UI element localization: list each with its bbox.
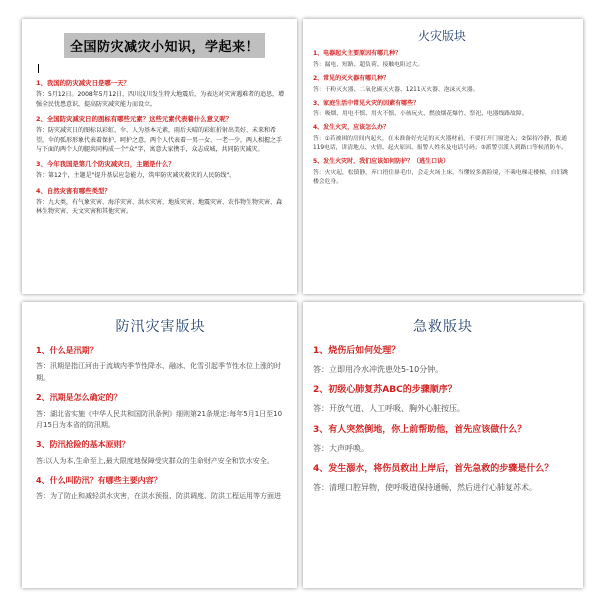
question: 2、常见的灭火器有哪几种？ [313, 74, 390, 82]
question: 4、什么叫防汛？有哪些主要内容？ [36, 475, 162, 485]
page-disaster-knowledge [22, 19, 297, 294]
answer: 答：汛期是指江河由于流域内季节性降水、融冰、化雪引起季节性水位上涨的时期。 [36, 362, 281, 383]
qa-item [313, 464, 573, 494]
qa-item [36, 346, 285, 385]
answer: 答：湖北省实施《中华人民共和国防汛条例》细则第21条规定:每年5月1日至10月15日为本省的防汛期。 [36, 409, 283, 430]
qa-item [36, 393, 285, 432]
answer: 答：清理口腔异物，使呼吸道保持通畅，然后进行心肺复苏术。 [313, 483, 537, 493]
answer: 答：九大类，有气象灾害、海洋灾害、洪水灾害、地质灾害、地震灾害、农作物生物灾害、森林生物灾害、天文灾害和其他灾害。 [36, 199, 283, 216]
qa-item [36, 79, 287, 109]
qa-item [313, 158, 571, 187]
question: 1、什么是汛期？ [36, 346, 98, 355]
text-cursor [38, 64, 39, 73]
answer: 答：漏电、短路、超负荷、接触电阻过大。 [313, 61, 424, 68]
page-title: 全国防灾减灾小知识，学起来！ [64, 33, 265, 58]
answer: 答：为了防止和减轻洪水灾害，在洪水预报、防洪调度、防洪工程运用等方面进 [36, 492, 281, 501]
page-fire-section [303, 19, 583, 294]
section-title: 火灾版块 [417, 29, 466, 43]
question: 2、全国防灾减灾日的图标有哪些元素？这些元素代表着什么意义呢？ [36, 114, 233, 123]
question: 3、防汛抢险的基本原则？ [36, 440, 130, 450]
question: 2、汛期是怎么确定的？ [36, 393, 122, 403]
qa-item [313, 75, 571, 95]
answer: 答：大声呼唤。 [313, 443, 369, 453]
answer: 答：开放气道、人工呼吸、胸外心脏按压。 [313, 404, 465, 414]
answer: 答：①若被困的房间内起火，在未准备好充足的灭火器材前，不要打开门窗进入；②保持冷静，拨通119电话，讲清地点、火情、起火原因、报警人姓名及电话号码；③派警引派人到路口等候消防车。 [313, 136, 567, 152]
qa-item [313, 425, 573, 455]
qa-item [313, 346, 573, 376]
answer: 答：5月12日。2008年5月12日，四川汶川发生特大地震后，为表达对灾害遇难者的追思，增强全民忧患意识，提高防灾减灾能力而设立。 [36, 91, 285, 108]
answer: 答：第12个，主题是"提升基层应急能力，筑牢防灾减灾救灾的人民防线"。 [36, 172, 236, 180]
question: 2、初级心肺复苏ABC的步骤顺序？ [313, 385, 457, 396]
qa-item [36, 160, 287, 181]
section-title: 防汛灾害版块 [115, 319, 206, 335]
qa-item [313, 100, 571, 120]
question: 1、电器起火主要原因有哪几种？ [313, 50, 402, 57]
question: 3、有人突然倒地，你上前帮助他，首先应该做什么？ [313, 424, 527, 435]
question: 4、自然灾害有哪些类型？ [36, 186, 111, 195]
question: 3、今年我国是第几个防灾减灾日，主题是什么？ [36, 160, 175, 169]
answer: 答：火灾起，松镇静，弃口捂住鼻毛巾，会走火场上床，当懂较多离险境，不乘电梯走楼梯，自旧跳楼会危身。 [313, 169, 569, 185]
question: 5、发生火灾时，我们应该如何防护？（逃生口诀） [313, 158, 450, 166]
page-flood-section [22, 302, 297, 588]
page-first-aid-section [303, 302, 583, 588]
qa-item [36, 115, 287, 154]
qa-item [313, 385, 573, 415]
qa-item [36, 476, 285, 503]
answer: 答：立即用冷水冲洗患处5-10分钟。 [313, 364, 444, 374]
question: 4、发生溺水，将伤员救出上岸后，首先急救的步骤是什么？ [313, 464, 554, 475]
answer: 答：防灾减灾日的图标以彩虹、伞、人为基本元素，雨后天晴的彩虹折射出美好、未来和希望，伞的弧形形象代表着保护，呵护之意，两个人代表着一男一女、一老一少，两人相握之手与下面的两个人的腿共同构成一个"众"字，寓意大家携手，众志成城，共同防灾减灾。 [36, 127, 283, 153]
section-title: 急救版块 [413, 319, 473, 335]
question: 3、家庭生活中常见火灾的因素有哪些？ [313, 99, 420, 107]
question: 1、我国的防灾减灾日是哪一天？ [36, 79, 130, 87]
question: 1、烧伤后如何处理？ [313, 346, 401, 356]
answer: 答：吸烟、用电不慎、用火不慎、小孩玩火、燃放烟花爆竹、祭祀、电器线路故障。 [313, 111, 528, 118]
qa-item [36, 187, 287, 217]
qa-item [313, 124, 571, 153]
qa-item [313, 50, 571, 70]
answer: 答：干粉灭火器、二氧化碳灭火器、1211灭火器、泡沫灭火器。 [313, 86, 479, 93]
answer: 答:以人为本,生命至上,最大限度地保障受灾群众的生命财产安全和饮水安全。 [36, 456, 274, 465]
question: 4、发生火灾，应该怎么办？ [313, 124, 390, 132]
qa-item [36, 440, 285, 467]
